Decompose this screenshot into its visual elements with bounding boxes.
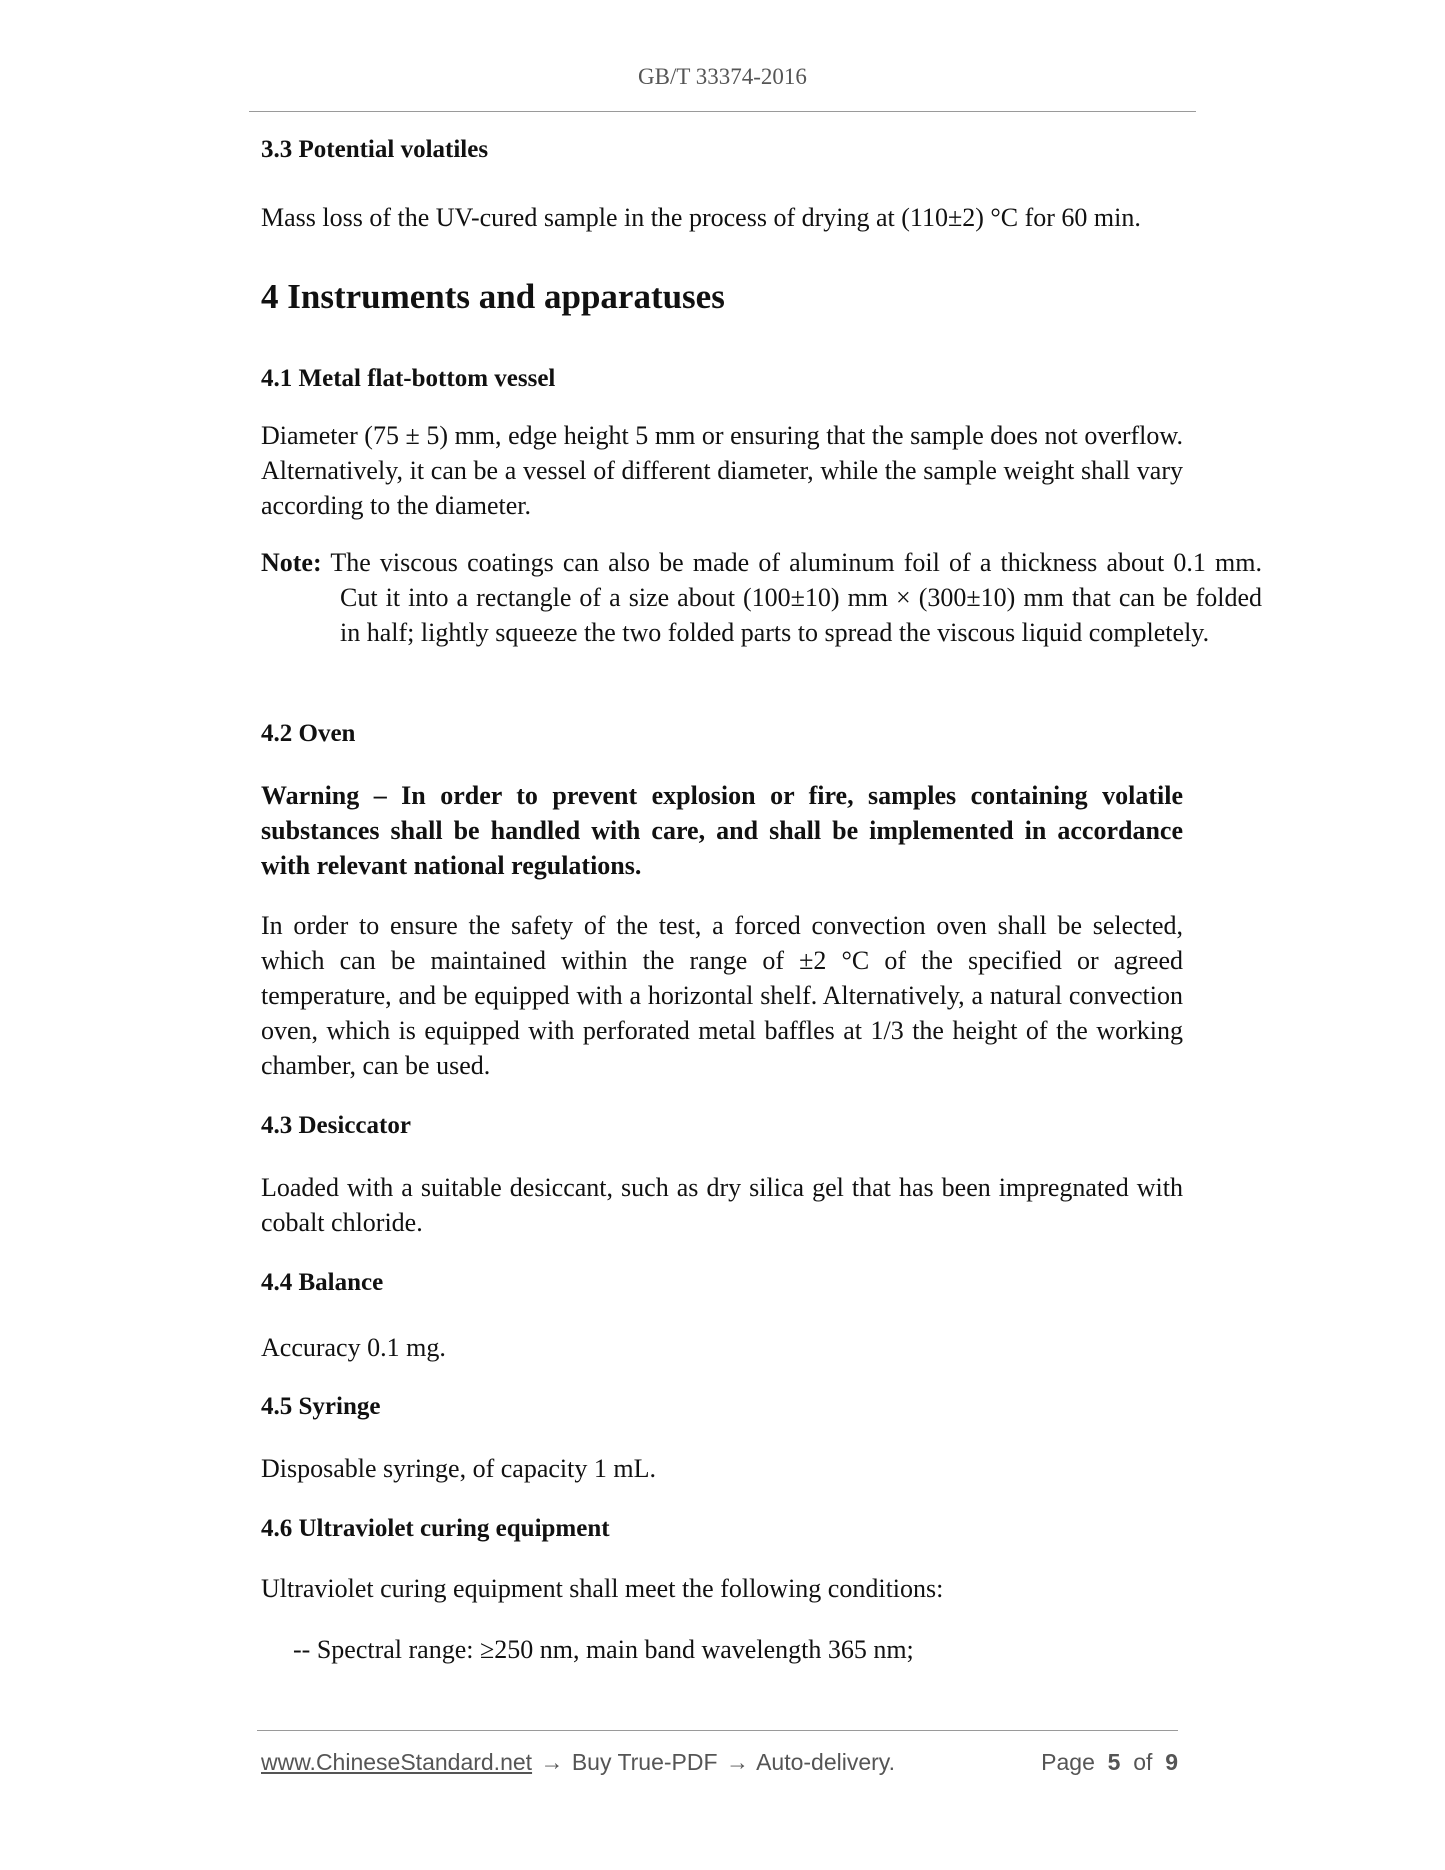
section-body-3-3: Mass loss of the UV-cured sample in the process of drying at (110±2) °C for 60 min. <box>261 203 1141 232</box>
list-item: -- Spectral range: ≥250 nm, main band wavelength 365 nm; <box>293 1635 914 1664</box>
footer-promo <box>261 1747 895 1777</box>
footer-step-delivery: Auto-delivery. <box>756 1749 895 1775</box>
note-block <box>261 545 1262 650</box>
section-heading-4-1: 4.1 Metal flat-bottom vessel <box>261 365 556 392</box>
warning-text: Warning – In order to prevent explosion or fire, samples containing volatile substances shall be handled with care, and shall be implemented in accordance with relevant national regulations. <box>261 781 1183 880</box>
chinesestandard-link[interactable]: www.ChineseStandard.net <box>261 1749 533 1775</box>
section-heading-4-3: 4.3 Desiccator <box>261 1112 411 1139</box>
note-label: Note: <box>261 548 322 577</box>
section-heading-4-6: 4.6 Ultraviolet curing equipment <box>261 1515 610 1542</box>
section-heading-3-3: 3.3 Potential volatiles <box>261 136 489 163</box>
section-heading-4-4: 4.4 Balance <box>261 1269 384 1296</box>
page-indicator <box>1033 1747 1178 1777</box>
section-body-4-2: In order to ensure the safety of the test, a forced convection oven shall be selected, which can be maintained within the range of ±2 °C of the specified or agreed temperature, and be equipped with a horizontal shelf. Alternatively, a natural convection oven, which is equipped with perforated metal baffles at 1/3 the height of the working chamber, can be used. <box>261 911 1183 1080</box>
footer-step-buy: Buy True-PDF <box>571 1749 718 1775</box>
section-body-4-3: Loaded with a suitable desiccant, such as dry silica gel that has been impregnated with cobalt chloride. <box>261 1173 1183 1237</box>
section-body-4-4: Accuracy 0.1 mg. <box>261 1333 446 1362</box>
page-total: 9 <box>1165 1749 1178 1775</box>
arrow-right-icon: → <box>725 1749 749 1775</box>
header-divider <box>249 111 1196 112</box>
section-body-4-6: Ultraviolet curing equipment shall meet the following conditions: <box>261 1574 944 1603</box>
section-heading-4-2: 4.2 Oven <box>261 720 356 747</box>
running-header <box>0 63 1445 91</box>
section-body-4-5: Disposable syringe, of capacity 1 mL. <box>261 1454 656 1483</box>
section-heading-4-5: 4.5 Syringe <box>261 1393 381 1420</box>
page-current: 5 <box>1107 1749 1121 1775</box>
document-id: GB/T 33374-2016 <box>638 64 807 89</box>
note-text: The viscous coatings can also be made of aluminum foil of a thickness about 0.1 mm. Cut it into a rectangle of a size about (100±10) mm × (300±10) mm that can be folded in half; lightly squeeze the two folded parts to spread the viscous liquid completely. <box>321 548 1262 647</box>
section-body-4-1: Diameter (75 ± 5) mm, edge height 5 mm or ensuring that the sample does not overflow. Alternatively, it can be a vessel of different diameter, while the sample weight shall vary according to the diameter. <box>261 421 1183 520</box>
chapter-heading-4: 4 Instruments and apparatuses <box>261 277 725 316</box>
page-of-label: of <box>1133 1749 1153 1775</box>
arrow-right-icon: → <box>540 1749 564 1775</box>
footer-divider <box>257 1730 1178 1731</box>
page-label: Page <box>1041 1749 1095 1775</box>
